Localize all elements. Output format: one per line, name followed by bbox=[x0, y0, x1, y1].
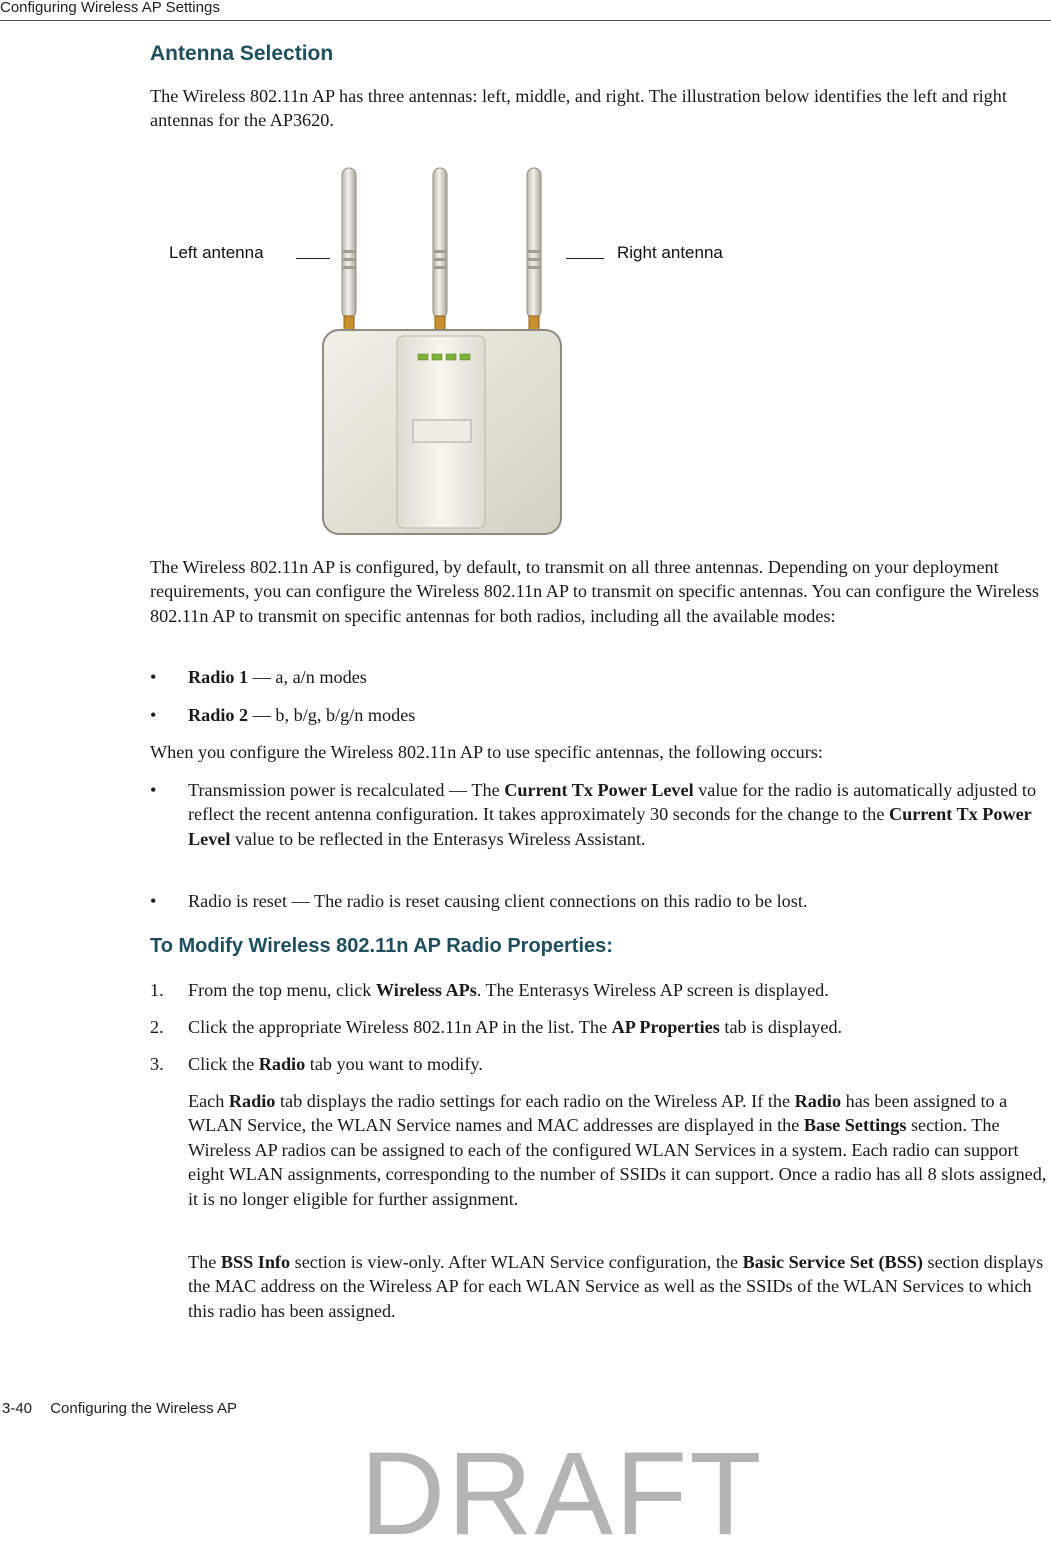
step-number: 1. bbox=[150, 980, 164, 1000]
radio-2-modes: — b, b/g, b/g/n modes bbox=[248, 705, 416, 725]
basic-service-set-term: Basic Service Set (BSS) bbox=[742, 1252, 923, 1272]
radio-term: Radio bbox=[794, 1091, 842, 1111]
radio-1-name: Radio 1 bbox=[188, 667, 249, 687]
page-number: 3-40 bbox=[2, 1400, 33, 1417]
ap-properties-term: AP Properties bbox=[611, 1017, 720, 1037]
middle-antenna bbox=[433, 168, 447, 330]
left-antenna-label: Left antenna bbox=[169, 243, 264, 262]
chapter-title: Configuring the Wireless AP bbox=[50, 1400, 237, 1417]
default-config-paragraph: The Wireless 802.11n AP is configured, by default, to transmit on all three antennas. Depending on your deployment requirements, you can configure the Wireless 802.11n AP to transmit on specific antennas. You can configure the Wireless 802.11n AP to transmit on specific antennas for both radios, including all the available modes: bbox=[150, 557, 1039, 626]
access-point-image bbox=[160, 150, 760, 540]
intro-paragraph: The Wireless 802.11n AP has three antennas: left, middle, and right. The illustration below identifies the left and right antennas for the AP3620. bbox=[150, 86, 1007, 131]
right-antenna-leader bbox=[566, 258, 604, 259]
current-tx-power-level-term: Current Tx Power Level bbox=[188, 804, 1032, 849]
radio-term: Radio bbox=[228, 1091, 276, 1111]
page-footer bbox=[2, 1400, 237, 1417]
draft-watermark: DRAFT bbox=[360, 1428, 764, 1560]
bss-info-detail: The BSS Info section is view-only. After WLAN Service configuration, the Basic Service Set (BSS) section displays the MAC address on the Wireless AP for each WLAN Service as well as the SSIDs of the WLAN Services to which this radio has been assigned. bbox=[188, 1252, 1044, 1321]
radio-tab-detail: Each Radio tab displays the radio settings for each radio on the Wireless AP. If the Radio has been assigned to a WLAN Service, the WLAN Service names and MAC addresses are displayed in the Base Settings section. The Wireless AP radios can be assigned to each of the configured WLAN Services in a system. Each radio can support eight WLAN assignments, corresponding to the number of SSIDs it can support. Once a radio has all 8 slots assigned, it is no longer eligible for further assignment. bbox=[188, 1091, 1047, 1209]
wireless-aps-term: Wireless APs bbox=[375, 980, 477, 1000]
step-number: 3. bbox=[150, 1054, 164, 1074]
current-tx-power-level-term: Current Tx Power Level bbox=[504, 780, 694, 800]
bullet-mark: • bbox=[150, 891, 157, 911]
radio-2-name: Radio 2 bbox=[188, 705, 249, 725]
bullet-mark: • bbox=[150, 667, 157, 687]
base-settings-term: Base Settings bbox=[803, 1115, 907, 1136]
ap-body bbox=[323, 330, 561, 534]
bullet-mark: • bbox=[150, 705, 157, 725]
radio-term: Radio bbox=[258, 1054, 306, 1074]
header-rule bbox=[0, 20, 1051, 21]
bss-info-term: BSS Info bbox=[220, 1252, 291, 1272]
radio-1-modes: — a, a/n modes bbox=[248, 667, 367, 687]
right-antenna bbox=[527, 168, 541, 330]
bullet-mark: • bbox=[150, 780, 157, 800]
right-antenna-label: Right antenna bbox=[617, 243, 723, 262]
procedure-title: To Modify Wireless 802.11n AP Radio Properties: bbox=[150, 935, 613, 957]
left-antenna-leader bbox=[296, 258, 330, 259]
step-number: 2. bbox=[150, 1017, 164, 1037]
section-title: Antenna Selection bbox=[150, 42, 334, 65]
left-antenna bbox=[342, 168, 356, 330]
ap3620-illustration bbox=[160, 150, 760, 540]
effects-intro-paragraph: When you configure the Wireless 802.11n AP to use specific antennas, the following occurs: bbox=[150, 742, 823, 762]
running-head: Configuring Wireless AP Settings bbox=[0, 0, 220, 16]
